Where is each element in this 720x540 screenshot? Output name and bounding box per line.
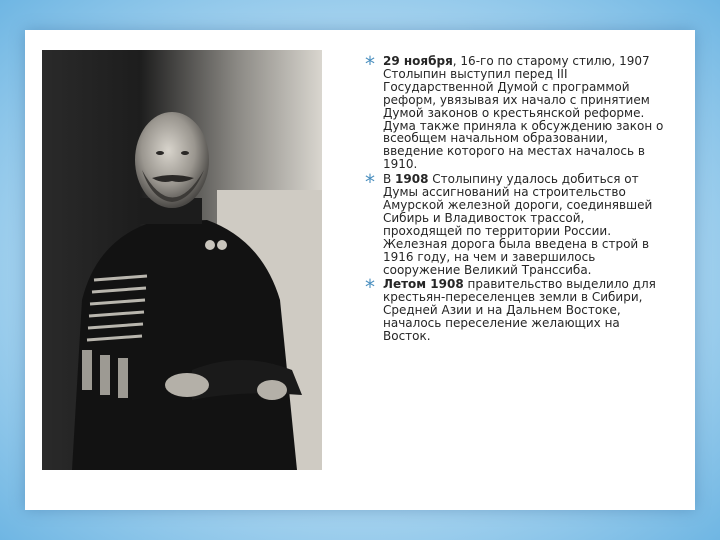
bullet-text: Столыпину удалось добиться от Думы ассигнований на строительство Амурской железной дороги, соединявшей Сибирь и Владивосток трассой, проходящей по территории России. Железная дорога была введена в строй в 1916 году, на чем и завершилось сооружение Великий Транссиба.	[383, 172, 653, 277]
bullet-item	[365, 52, 665, 172]
bullet-asterisk: *	[365, 170, 375, 195]
bullet-lead: 1908	[395, 172, 429, 187]
bullet-item	[365, 275, 665, 344]
bullet-lead: Летом 1908	[383, 277, 464, 292]
bullet-asterisk: *	[365, 275, 375, 300]
text-content	[365, 52, 665, 345]
bullet-item	[365, 170, 665, 277]
bullet-lead-prefix: В	[383, 172, 396, 187]
bullet-text: правительство выделило для крестьян-переселенцев земли в Сибири, Средней Азии и на Дальнем Востоке, началось переселение желающих на Восток.	[383, 277, 656, 344]
portrait-photo	[42, 50, 322, 470]
bullet-lead: 29 ноября	[383, 54, 453, 68]
portrait-image	[42, 50, 322, 470]
bullet-asterisk: *	[365, 52, 375, 76]
bullet-text: , 16-го по старому стилю, 1907 Столыпин выступил перед III Государственной Думой с программой реформ, увязывая их начало с принятием Думой законов о крестьянской реформе. Дума также приняла к обсуждению закон о всеобщем начальном образовании, введение которого на местах началось в 1910.	[383, 54, 664, 172]
